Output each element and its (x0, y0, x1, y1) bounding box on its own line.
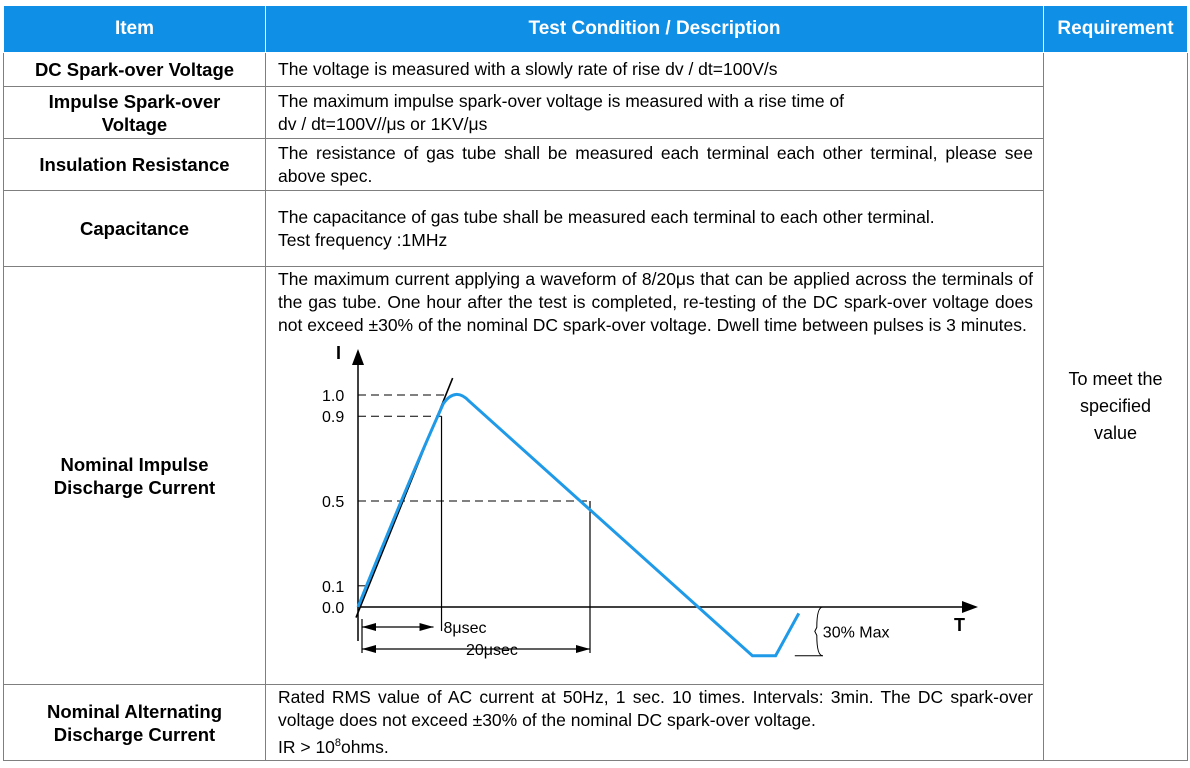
y-axis-arrow (352, 349, 364, 365)
rise-time-dimension-arrow-left (362, 623, 376, 631)
rise-time-label: 8μsec (443, 620, 487, 637)
table-row (4, 685, 1188, 761)
rise-time-dimension-arrow-right (420, 623, 434, 631)
description-cell (266, 139, 1044, 191)
table-row (4, 53, 1188, 87)
requirement-text: To meet the specified value (1068, 369, 1163, 443)
header-item: Item (4, 6, 266, 53)
description-cell (266, 267, 1044, 685)
header-row (4, 6, 1188, 53)
description-text: The maximum impulse spark-over voltage is measured with a rise time of (278, 90, 845, 111)
waveform-line (358, 394, 799, 655)
item-cell (4, 267, 266, 685)
description-text: The capacitance of gas tube shall be measured each terminal to each other terminal. (278, 206, 935, 227)
requirement-cell (1044, 53, 1188, 761)
table-row (4, 87, 1188, 139)
item-cell: Insulation Resistance (4, 139, 266, 191)
item-cell (4, 87, 266, 139)
impulse-waveform-chart (278, 341, 965, 659)
y-tick-label: 0.0 (322, 600, 345, 617)
table-row (4, 267, 1188, 685)
y-tick-label: 0.5 (322, 494, 345, 511)
half-value-dimension-arrow-right (576, 645, 590, 653)
description-text: dv / dt=100V//μs or 1KV/μs (278, 113, 488, 134)
ir-prefix: IR > 10 (278, 736, 335, 757)
x-axis-label: T (954, 615, 965, 635)
item-cell: DC Spark-over Voltage (4, 53, 266, 87)
y-tick-label: 0.9 (322, 409, 345, 427)
item-text: Nominal Alternating Discharge Current (46, 700, 223, 745)
undershoot-brace (815, 607, 823, 656)
x-axis-arrow (962, 601, 978, 613)
description-text: The maximum current applying a waveform of 8/20μs that can be applied across the terminals of the gas tube. One hour after the test is completed, re-testing of the DC spark-over voltage does not exceed ±30% of the nominal DC spark-over voltage. Dwell time between pulses is 3 minutes. (278, 269, 1033, 335)
y-tick-label: 1.0 (322, 388, 345, 405)
description-text: The resistance of gas tube shall be measured each terminal each other terminal, please see above spec. (278, 142, 1033, 186)
table-row (4, 191, 1188, 267)
item-cell (4, 685, 266, 761)
description-text: Test frequency :1MHz (278, 229, 448, 250)
table-row (4, 139, 1188, 191)
description-cell (266, 191, 1044, 267)
description-text: Rated RMS value of AC current at 50Hz, 1 sec. 10 times. Intervals: 3min. The DC spark-over voltage does not exceed ±30% of the nominal DC spark-over voltage. (278, 687, 1033, 731)
ir-text (278, 732, 1033, 759)
item-cell: Capacitance (4, 191, 266, 267)
item-text: Impulse Spark-over Voltage (48, 90, 221, 135)
description-text: The voltage is measured with a slowly rate of rise dv / dt=100V/s (278, 59, 778, 79)
description-cell (266, 87, 1044, 139)
ir-exponent: 8 (334, 737, 342, 750)
spec-table (3, 5, 1188, 761)
ir-suffix: ohms. (341, 736, 389, 757)
header-requirement: Requirement (1044, 6, 1188, 53)
y-axis-label: I (336, 343, 342, 363)
description-cell (266, 53, 1044, 87)
y-tick-label: 0.1 (322, 578, 345, 596)
header-condition: Test Condition / Description (266, 6, 1044, 53)
half-value-dimension-arrow-left (362, 645, 376, 653)
item-text: Nominal Impulse Discharge Current (53, 453, 216, 498)
half-value-label: 20μsec (466, 642, 518, 659)
description-cell (266, 685, 1044, 761)
undershoot-label: 30% Max (822, 624, 890, 642)
